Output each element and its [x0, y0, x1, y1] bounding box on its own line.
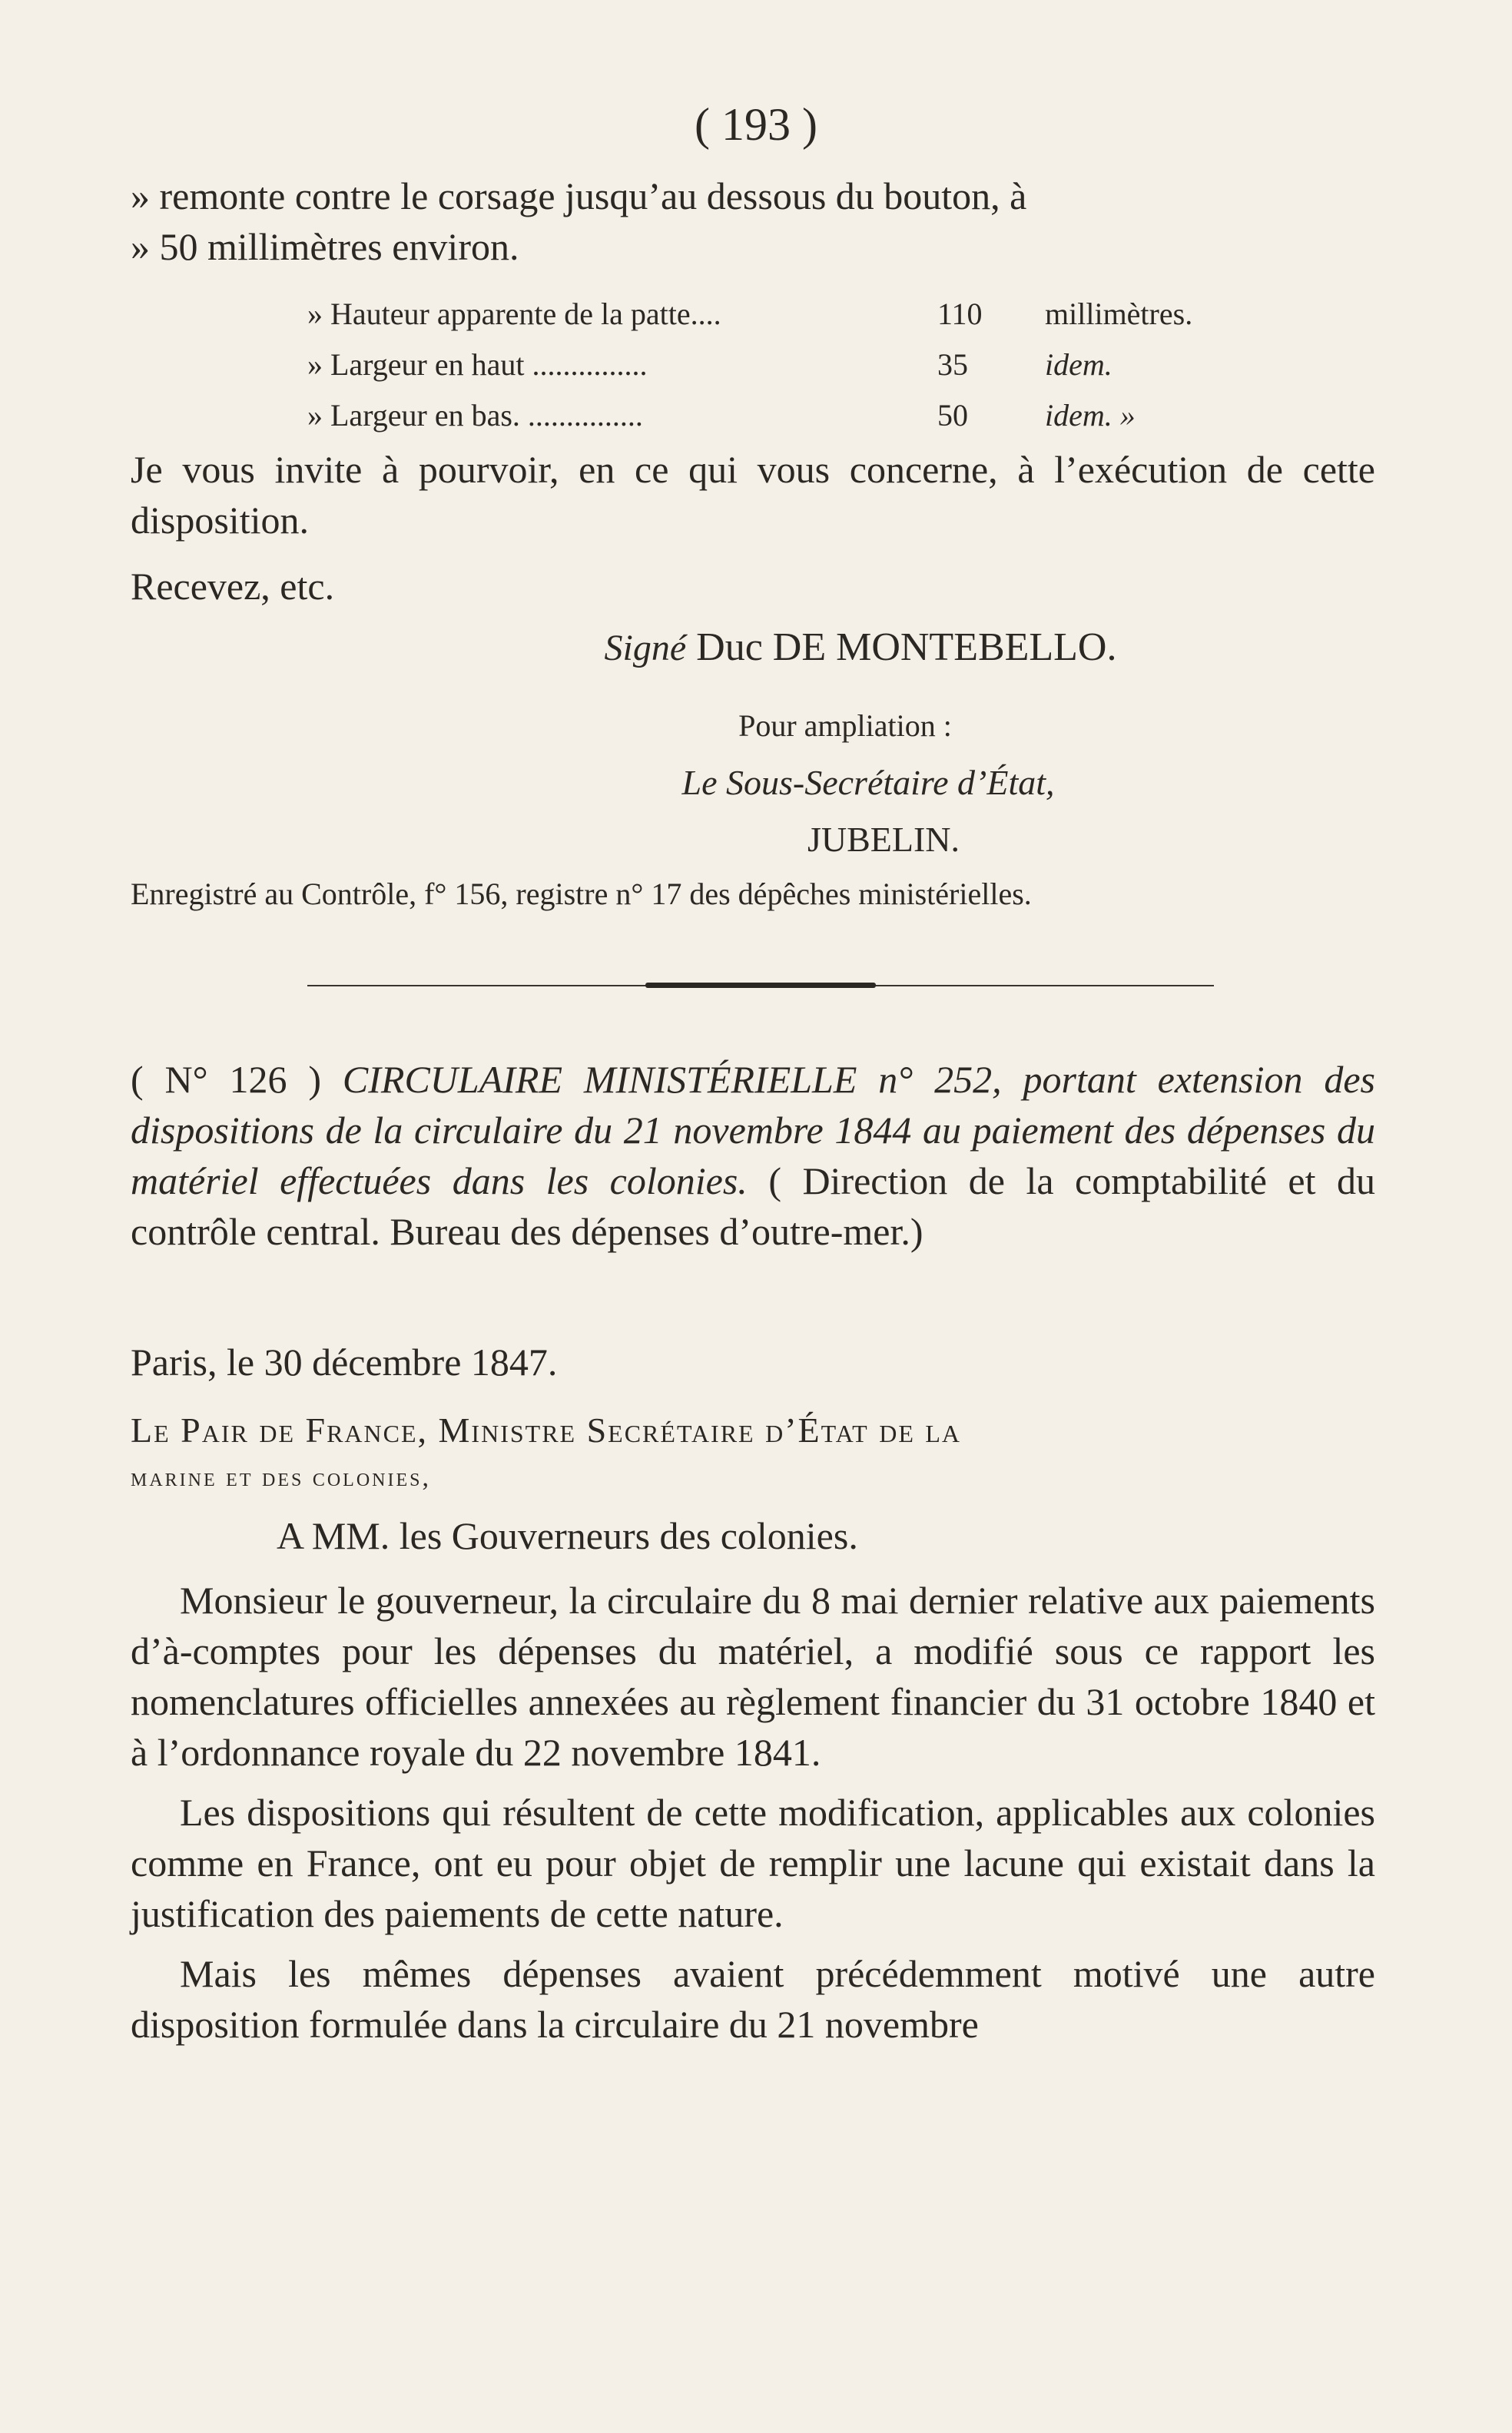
paragraph: Monsieur le gouverneur, la circulaire du 8 mai dernier relative aux paiements d’à-comptes pour les dépenses du matériel, a modifié sous ce rapport les nomenclatures officielles annexées au règlement financier du 31 octobre 1840 et à l’ordonnance royale du 22 novembre 1841.	[131, 1579, 1375, 1774]
dimension-row	[307, 289, 1229, 340]
circular-heading	[131, 1054, 1375, 1257]
registration-note: Enregistré au Contrôle, f° 156, registre n° 17 des dépêches ministérielles.	[131, 877, 1032, 911]
circular-direction: ( Direction de la comptabilité et du contrôle central. Bureau des dépenses d’outre-mer.)	[131, 1159, 1376, 1253]
top-line-1: » remonte contre le corsage jusqu’au dessous du bouton, à	[131, 174, 1027, 217]
dimensions-list	[307, 289, 1229, 441]
minister-title: Le Pair de France, Ministre Secrétaire d’État de la	[131, 1410, 962, 1450]
dimension-label: » Largeur en haut ...............	[307, 347, 648, 382]
signe-label: Signé	[604, 628, 687, 668]
dimension-label: » Hauteur apparente de la patte....	[307, 297, 721, 331]
body-text	[131, 1575, 1375, 2050]
minister-title-cont: marine et des colonies,	[131, 1463, 431, 1492]
paragraph: Mais les mêmes dépenses avaient précédemment motivé une autre disposition formulée dans la circulaire du 21 novembre	[131, 1952, 1375, 2046]
dimension-label: » Largeur en bas. ...............	[307, 398, 643, 433]
sous-secretaire: Le Sous-Secrétaire d’État,	[681, 763, 1055, 802]
dimension-value: 35	[937, 347, 968, 382]
jubelin-signature: JUBELIN.	[807, 820, 960, 859]
dateline: Paris, le 30 décembre 1847.	[131, 1341, 558, 1384]
section-divider	[307, 985, 1214, 986]
circular-title: CIRCULAIRE MINISTÉRIELLE n° 252, portant extension des dispositions de la circulaire du 21 novembre 1844 au paiement des dépenses du matériel effectuées dans les colonies.	[131, 1058, 1375, 1202]
dimension-value: 110	[937, 297, 983, 331]
signatory-name: Duc DE MONTEBELLO.	[696, 625, 1117, 669]
dimension-row	[307, 340, 1229, 390]
invite-text: Je vous invite à pourvoir, en ce qui vous concerne, à l’exécution de cette disposition.	[131, 448, 1375, 542]
signature-line	[438, 622, 1283, 674]
dimension-unit: idem.	[1045, 347, 1112, 382]
ampliation: Pour ampliation :	[738, 708, 952, 743]
dimension-unit: millimètres.	[1045, 297, 1193, 331]
paragraph: Les dispositions qui résultent de cette modification, applicables aux colonies comme en France, ont eu pour objet de remplir une lacune qui existait dans la justification des paiements de cette nature.	[131, 1791, 1375, 1935]
invite-block	[131, 444, 1375, 545]
recevez-line: Recevez, etc.	[131, 565, 335, 608]
dimension-row	[307, 390, 1229, 441]
addressee: A MM. les Gouverneurs des colonies.	[277, 1514, 858, 1557]
page-number: ( 193 )	[695, 99, 817, 150]
circular-number: ( N° 126 )	[131, 1058, 322, 1101]
dimension-unit: idem. »	[1045, 398, 1136, 433]
minister-block	[131, 1406, 1375, 1501]
top-line-2: » 50 millimètres environ.	[131, 225, 519, 268]
dimension-value: 50	[937, 398, 968, 433]
top-lines	[131, 171, 1375, 272]
